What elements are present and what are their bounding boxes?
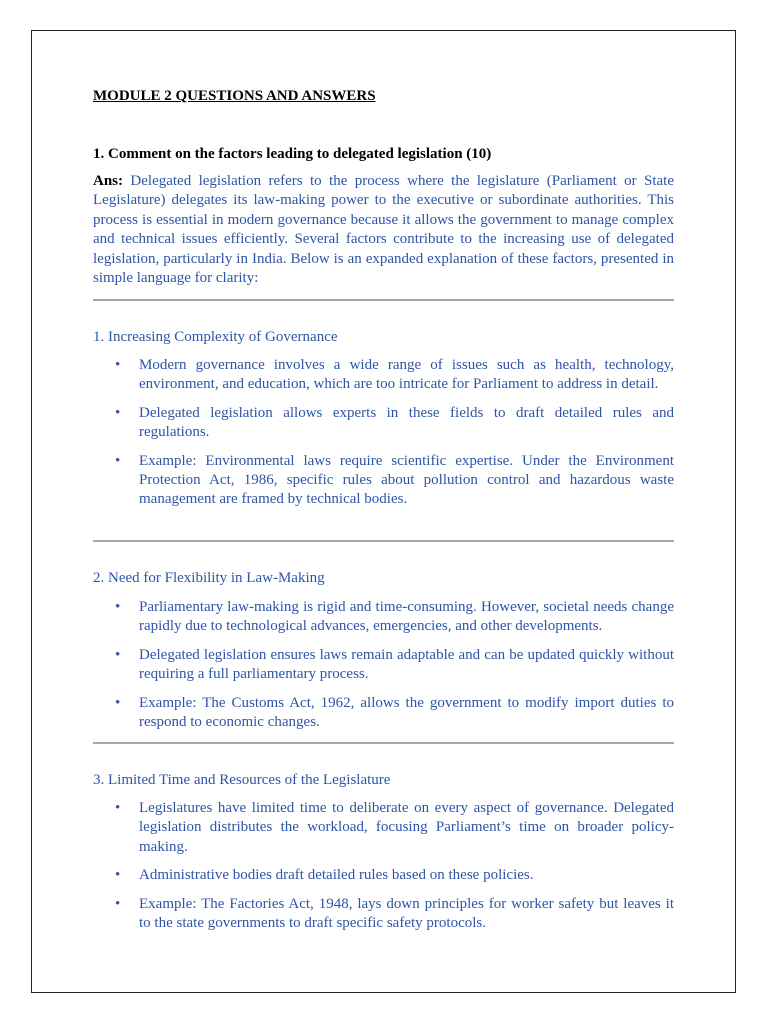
list-item	[93, 404, 674, 443]
section-heading-1: 1. Increasing Complexity of Governance	[93, 329, 338, 345]
list-item-text: Parliamentary law-making is rigid and time-consuming. However, societal needs change rapidly due to technological advances, emergencies, and other developments.	[139, 599, 674, 635]
list-item	[93, 895, 674, 934]
list-item	[93, 694, 674, 733]
answer-text: Delegated legislation refers to the process where the legislature (Parliament or State Legislature) delegates its law-making power to the executive or subordinate authorities. This process is essential in modern governance because it allows the government to manage complex and technical issues efficiently. Several factors contribute to the increasing use of delegated legislation, particularly in India. Below is an expanded explanation of these factors, presented in simple language for clarity:	[93, 173, 675, 287]
section-2-bullets	[93, 598, 674, 741]
list-item-text: Example: Environmental laws require scientific expertise. Under the Environment Protection Act, 1986, specific rules about pollution control and hazardous waste management are framed by technical bodies.	[139, 452, 674, 508]
list-item-text: Modern governance involves a wide range of issues such as health, technology, environment, and education, which are too intricate for Parliament to address in detail.	[139, 357, 674, 393]
document-body	[93, 86, 675, 932]
section-heading-2: 2. Need for Flexibility in Law-Making	[93, 570, 325, 586]
list-item	[93, 646, 674, 685]
bullet-icon: •	[115, 895, 121, 912]
section-heading-3: 3. Limited Time and Resources of the Legislature	[93, 772, 391, 788]
section-divider	[93, 742, 674, 744]
section-1-bullets	[93, 356, 674, 519]
list-item	[93, 799, 674, 857]
list-item-text: Legislatures have limited time to deliberate on every aspect of governance. Delegated legislation distributes the workload, focusing Parliament’s time on broader policy-making.	[139, 800, 674, 855]
bullet-icon: •	[115, 694, 121, 711]
list-item	[93, 356, 674, 395]
list-item-text: Example: The Factories Act, 1948, lays down principles for worker safety but leaves it to the state governments to draft specific safety protocols.	[139, 895, 674, 932]
list-item-text: Delegated legislation ensures laws remain adaptable and can be updated quickly without requiring a full parliamentary process.	[139, 646, 674, 683]
answer-paragraph	[93, 172, 674, 288]
list-item	[93, 452, 674, 510]
list-item	[93, 866, 674, 885]
list-item-text: Delegated legislation allows experts in these fields to draft detailed rules and regulations.	[139, 404, 674, 441]
section-3-bullets	[93, 799, 674, 942]
bullet-icon: •	[115, 452, 121, 469]
answer-label: Ans:	[93, 173, 124, 189]
section-divider	[93, 540, 674, 542]
bullet-icon: •	[115, 867, 121, 884]
bullet-icon: •	[115, 404, 121, 421]
list-item-text: Administrative bodies draft detailed rules based on these policies.	[139, 867, 534, 884]
bullet-icon: •	[115, 800, 121, 816]
section-divider	[93, 299, 674, 301]
bullet-icon: •	[115, 599, 121, 615]
list-item	[93, 598, 674, 637]
question-heading: 1. Comment on the factors leading to delegated legislation (10)	[93, 146, 492, 162]
page-title: MODULE 2 QUESTIONS AND ANSWERS	[93, 88, 376, 104]
list-item-text: Example: The Customs Act, 1962, allows the government to modify import duties to respond to economic changes.	[139, 694, 674, 731]
bullet-icon: •	[115, 646, 121, 663]
bullet-icon: •	[115, 357, 121, 373]
